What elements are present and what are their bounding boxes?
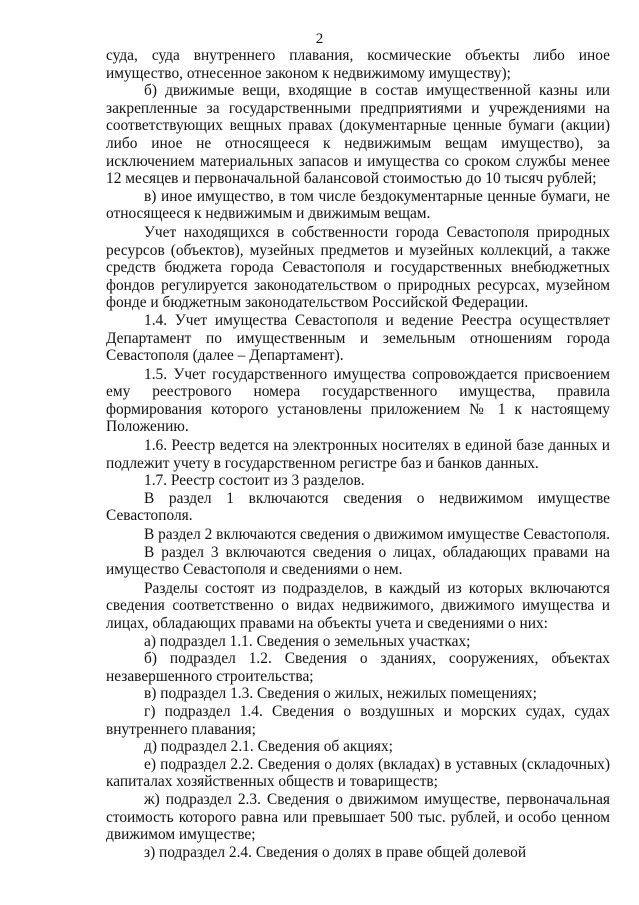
paragraph: Учет находящихся в собственности города Севастополя природных ресурсов (объектов), музейных предметов и музейных коллекций, а также средств бюджета города Севастополя и государственных внебюджетных фондов регулируется законодательством о природных ресурсах, музейном фонде и бюджетным законодательством Российской Федерации. <box>106 223 610 312</box>
list-item: д) подраздел 2.1. Сведения об акциях; <box>144 738 393 756</box>
paragraph: Разделы состоят из подразделов, в каждый из которых включаются сведения соответственно о видах недвижимого, движимого имущества и лицах, обладающих правами на объекты учета и сведениями о них: <box>106 579 610 632</box>
paragraph: В раздел 1 включаются сведения о недвижимом имуществе Севастополя. <box>106 489 610 525</box>
list-item: з) подраздел 2.4. Сведения о долях в праве общей долевой <box>144 843 527 861</box>
list-item: в) подраздел 1.3. Сведения о жилых, нежилых помещениях; <box>144 685 537 703</box>
paragraph: В раздел 3 включаются сведения о лицах, обладающих правами на имущество Севастополя и сведениями о нем. <box>106 543 610 579</box>
paragraph: б) движимые вещи, входящие в состав имущественной казны или закрепленные за государственными предприятиями и учреждениями на соответствующих вещных правах (документарные ценные бумаги (акции) либо иное не относящееся к недвижимым вещам имущество), за исключением материальных запасов и имущества со сроком службы менее 12 месяцев и первоначальной балансовой стоимостью до 10 тысяч рублей; <box>106 82 610 188</box>
list-item: ж) подраздел 2.3. Сведения о движимом имуществе, первоначальная стоимость которого равна или превышает 500 тыс. рублей, и особо ценном движимом имуществе; <box>106 790 610 844</box>
paragraph: 1.4. Учет имущества Севастополя и ведение Реестра осуществляет Департамент по имущественным и земельным отношениям города Севастополя (далее – Департамент). <box>106 311 610 365</box>
body-text <box>106 47 610 861</box>
paragraph: В раздел 2 включаются сведения о движимом имуществе Севастополя. <box>144 526 610 544</box>
list-item: б) подраздел 1.2. Сведения о зданиях, сооружениях, объектах незавершенного строительства; <box>106 650 610 685</box>
paragraph: 1.7. Реестр состоит из 3 разделов. <box>144 472 365 490</box>
list-item: а) подраздел 1.1. Сведения о земельных участках; <box>144 632 471 650</box>
list-item: е) подраздел 2.2. Сведения о долях (вкладах) в уставных (складочных) капиталах хозяйственных обществ и товариществ; <box>106 755 610 791</box>
list-item: г) подраздел 1.4. Сведения о воздушных и морских судах, судах внутреннего плавания; <box>106 702 610 738</box>
paragraph: суда, суда внутреннего плавания, космические объекты либо иное имущество, отнесенное законом к недвижимому имуществу); <box>106 47 610 82</box>
page-number: 2 <box>315 31 324 47</box>
paragraph: в) иное имущество, в том числе бездокументарные ценные бумаги, не относящееся к недвижимым и движимым вещам. <box>106 187 610 223</box>
paragraph: 1.5. Учет государственного имущества сопровождается присвоением ему реестрового номера государственного имущества, правила формирования которого установлены приложением № 1 к настоящему Положению. <box>106 365 610 436</box>
paragraph: 1.6. Реестр ведется на электронных носителях в единой базе данных и подлежит учету в государственном регистре баз и банков данных. <box>106 437 610 472</box>
